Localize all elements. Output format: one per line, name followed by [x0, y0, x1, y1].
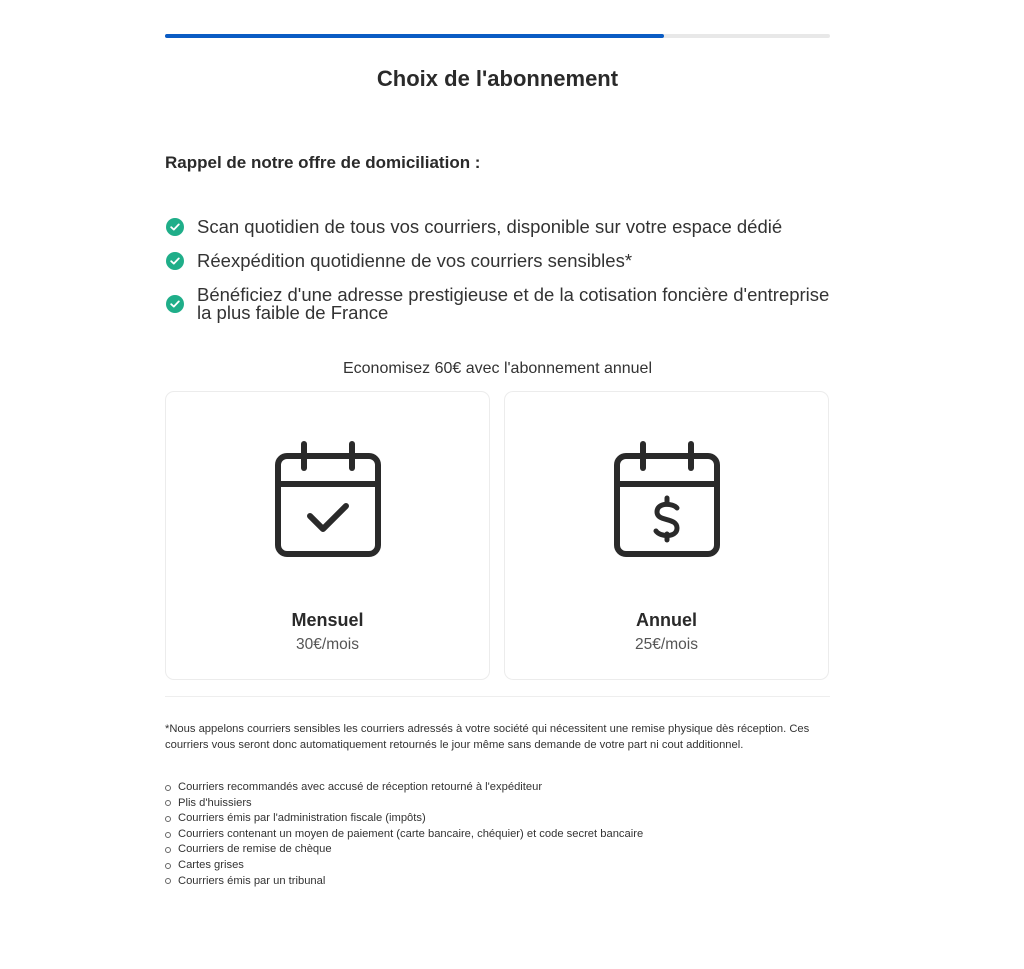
list-item — [165, 842, 830, 858]
list-item-text: Courriers recommandés avec accusé de réception retourné à l'expéditeur — [178, 781, 543, 793]
list-item-text: Courriers émis par l'administration fiscale (impôts) — [178, 812, 426, 825]
savings-text: Economisez 60€ avec l'abonnement annuel — [342, 360, 653, 377]
bullet-icon — [165, 832, 171, 838]
offer-subtitle: Rappel de notre offre de domiciliation : — [165, 153, 481, 172]
calendar-dollar-icon — [605, 438, 729, 562]
bullet-icon — [165, 800, 171, 806]
bullet-icon — [165, 785, 171, 791]
feature-item — [165, 286, 830, 322]
page-title: Choix de l'abonnement — [376, 66, 619, 91]
list-item-text: Courriers émis par un tribunal — [178, 874, 326, 887]
list-item-text: Courriers contenant un moyen de paiement (carte bancaire, chéquier) et code secret bancaire — [178, 827, 644, 840]
bullet-icon — [165, 816, 171, 822]
list-item — [165, 874, 830, 890]
plan-name: Mensuel — [291, 610, 364, 630]
plan-name: Annuel — [636, 610, 697, 630]
progress-bar — [165, 34, 830, 38]
list-item — [165, 858, 830, 874]
calendar-check-icon — [266, 438, 390, 562]
feature-text: Bénéficiez d'une adresse prestigieuse et de la cotisation foncière d'entreprise la plus faible de France — [197, 284, 830, 323]
list-item — [165, 796, 830, 812]
sensitive-mail-footnote: *Nous appelons courriers sensibles les courriers adressés à votre société qui nécessitent une remise physique dès réception. Ces courriers vous seront donc automatiquement retournés le jour même sans demande de votre part ni cout additionnel. — [165, 723, 810, 751]
feature-text: Réexpédition quotidienne de vos courriers sensibles* — [197, 250, 633, 271]
list-item — [165, 811, 830, 827]
list-item-text: Cartes grises — [178, 858, 244, 871]
check-circle-icon — [166, 218, 184, 236]
feature-item — [165, 252, 830, 270]
feature-list — [165, 218, 830, 338]
bullet-icon — [165, 847, 171, 853]
feature-item — [165, 218, 830, 236]
list-item — [165, 780, 830, 796]
list-item-text: Plis d'huissiers — [178, 796, 252, 809]
bullet-icon — [165, 863, 171, 869]
progress-bar-fill — [165, 34, 664, 38]
plan-card-monthly[interactable] — [165, 391, 490, 680]
plan-options — [165, 391, 830, 682]
check-circle-icon — [166, 295, 184, 313]
plan-price: 30€/mois — [296, 636, 359, 653]
feature-text: Scan quotidien de tous vos courriers, disponible sur votre espace dédié — [197, 216, 783, 237]
bullet-icon — [165, 878, 171, 884]
sensitive-mail-list — [165, 780, 830, 889]
plan-price: 25€/mois — [635, 636, 698, 653]
divider — [165, 696, 830, 697]
check-circle-icon — [166, 252, 184, 270]
plan-card-annual[interactable] — [504, 391, 829, 680]
list-item-text: Courriers de remise de chèque — [178, 843, 332, 856]
list-item — [165, 827, 830, 843]
